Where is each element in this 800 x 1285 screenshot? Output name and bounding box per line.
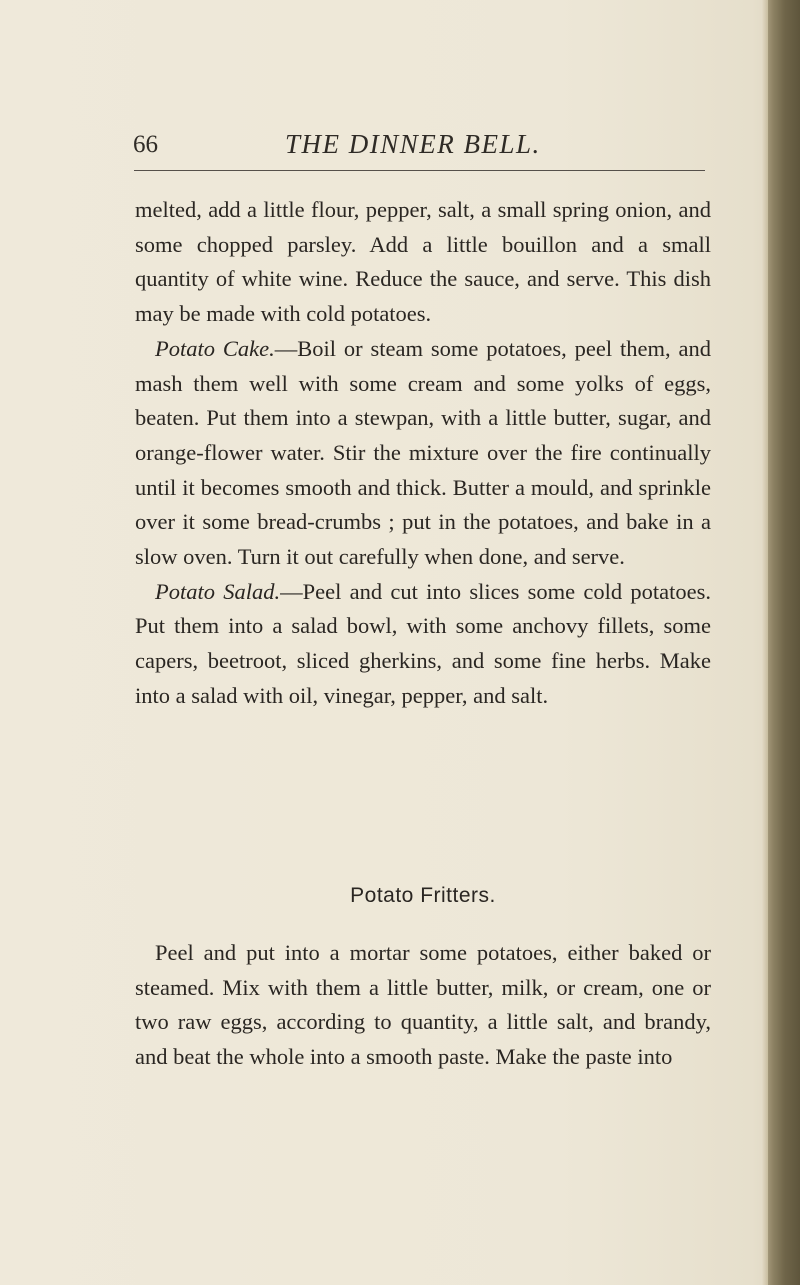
paragraph-potato-cake [135, 332, 711, 575]
paragraph-potato-salad [135, 575, 711, 714]
recipe-body-potato-cake: —Boil or steam some potatoes, peel them, and mash them well with some cream and some yolks of eggs, beaten. Put them into a stewpan, with a little butter, sugar, and orange-flower water. Stir the mixture over the fire continually until it becomes smooth and thick. Butter a mould, and sprinkle over it some bread-crumbs ; put in the potatoes, and bake in a slow oven. Turn it out carefully when done, and serve. [135, 335, 711, 570]
running-head [133, 127, 713, 167]
recipe-text [135, 193, 711, 714]
potato-fritters-text [135, 936, 711, 1075]
recipe-title-potato-cake: Potato Cake. [155, 335, 275, 361]
recipe-body-potato-salad: —Peel and cut into slices some cold potatoes. Put them into a salad bowl, with some anchovy fillets, some capers, beetroot, sliced gherkins, and some fine herbs. Make into a salad with oil, vinegar, pepper, and salt. [135, 578, 711, 708]
book-page-edge [762, 0, 800, 1285]
paragraph-continuation: melted, add a little flour, pepper, salt, a small spring onion, and some chopped parsley. Add a little bouillon and a small quantity of white wine. Reduce the sauce, and serve. This dish may be made with cold potatoes. [135, 197, 711, 327]
recipe-title-potato-salad: Potato Salad. [155, 578, 281, 604]
header-rule [134, 170, 705, 171]
page-number: 66 [133, 131, 158, 158]
running-title: THE DINNER BELL. [285, 129, 541, 159]
section-heading-potato-fritters: Potato Fritters. [350, 884, 496, 907]
paragraph-potato-fritters: Peel and put into a mortar some potatoes, either baked or steamed. Mix with them a little butter, milk, or cream, one or two raw eggs, according to quantity, a little salt, and brandy, and beat the whole into a smooth paste. Make the paste into [135, 940, 711, 1070]
